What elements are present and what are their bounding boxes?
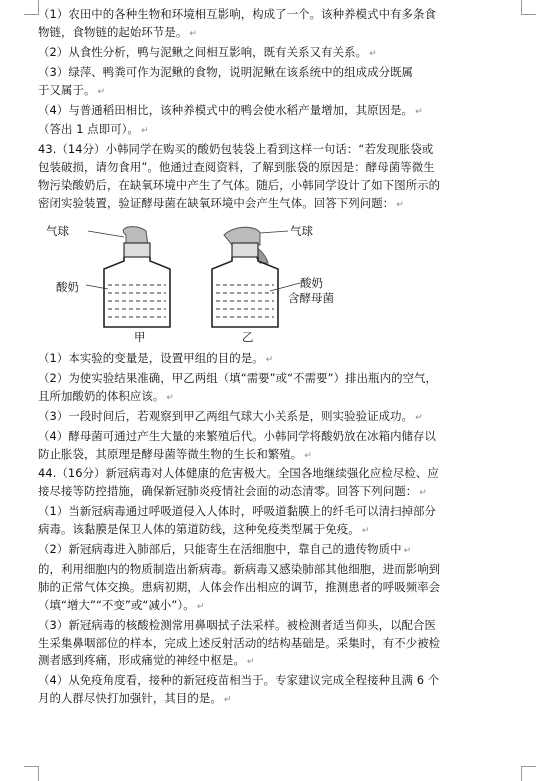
crop-mark-bottom-right xyxy=(521,766,536,781)
q43-part2-line1: （2）为使实验结果准确，甲乙两组（填“需要”或“不需要”）排出瓶内的空气， xyxy=(38,370,438,385)
q44-stem-line1: 44.（16分）新冠病毒对人体健康的危害极大。全国各地继续强化应检尽检、应 xyxy=(38,466,439,481)
q44-part2-line1: （2）新冠病毒进入肺部后，只能寄生在活细胞中，靠自己的遗传物质中 ↵ xyxy=(38,542,412,557)
q44-part4-line1: （4）从免疫角度看，接种的新冠疫苗相当于。专家建议完成全程接种且满 6 个 xyxy=(38,673,440,688)
q44-part4-line2: 月的人群尽快打加强针，其目的是。 ↵ xyxy=(38,691,232,706)
flask-yi xyxy=(212,227,300,327)
yogurt-label-right: 酸奶 xyxy=(300,275,323,290)
q44-part3-line3: 测者感到疼痛，形成痛觉的神经中枢是。 ↵ xyxy=(38,653,255,668)
q43-stem-line1: 43.（14分）小韩同学在购买的酸奶包装袋上看到这样一句话：“若发现胀袋或 xyxy=(38,142,434,157)
flask-jia xyxy=(86,227,170,327)
yogurt-label-left: 酸奶 xyxy=(56,279,79,294)
crop-mark-top-right xyxy=(521,0,536,15)
q44-part1-line1: （1）当新冠病毒通过呼吸道侵入人体时，呼吸道黏膜上的纤毛可以清扫掉部分 xyxy=(38,504,437,519)
caption-yi: 乙 xyxy=(242,329,254,344)
q43-stem-line2: 包装破损，请勿食用”。他通过查阅资料，了解到胀袋的原因是：酵母菌等微生 xyxy=(38,160,435,175)
yeast-label-right: 含酵母菌 xyxy=(288,290,334,305)
q44-part3-line1: （3）新冠病毒的核酸检测常用鼻咽拭子法采样。被检测者适当仰头，以配合医 xyxy=(38,617,437,632)
q42-part3-line2: 于又属于。 ↵ xyxy=(38,82,106,97)
q42-part1-line2: 物链，食物链的起始环节是。 ↵ xyxy=(38,24,198,39)
q43-stem-line4: 密闭实验装置，验证酵母菌在缺氧环境中会产生气体。回答下列问题： ↵ xyxy=(38,196,404,211)
balloon-label-left: 气球 xyxy=(46,223,69,238)
balloon-label-right: 气球 xyxy=(290,223,313,238)
q44-stem-line2: 接尽接等防控措施，确保新冠肺炎疫情社会面的动态清零。回答下列问题： ↵ xyxy=(38,484,427,499)
q44-part2-line4: （填“增大”“不变”或“减小”）。 ↵ xyxy=(38,597,205,612)
q42-part4-line1: （4）与普通稻田相比，该种养模式中的鸭会使水稻产量增加，其原因是。 ↵ xyxy=(38,102,423,117)
q42-part1-line1: （1）农田中的各种生物和环境相互影响，构成了一个。该种养模式中有多条食 xyxy=(38,7,437,21)
q44-part2-line3: 肺的正常气体交换。患病初期，人体会作出相应的调节，推测患者的呼吸频率会 xyxy=(38,579,441,594)
q43-part4-line2: 防止胀袋，其原理是酵母菌等微生物的生长和繁殖。 ↵ xyxy=(38,446,312,461)
experiment-figure xyxy=(38,221,522,346)
q43-part4-line1: （4）酵母菌可通过产生大量的来繁殖后代。小韩同学将酸奶放在冰箱内储存以 xyxy=(38,428,437,443)
caption-jia: 甲 xyxy=(134,329,146,344)
q44-part2-line2: 的，利用细胞内的物质制造出新病毒。新病毒又感染肺部其他细胞，进而影响到 xyxy=(38,561,441,576)
q42-part3-line1: （3）绿萍、鸭粪可作为泥鳅的食物，说明泥鳅在该系统中的组成成分既属 xyxy=(38,64,414,79)
q44-part1-line2: 病毒。该黏膜是保卫人体的第道防线，这种免疫类型属于免疫。 ↵ xyxy=(38,522,370,537)
q42-part2: （2）从食性分析，鸭与泥鳅之间相互影响，既有关系又有关系。 ↵ xyxy=(38,44,377,59)
document-page xyxy=(38,6,522,710)
q43-part2-line2: 且所加酸奶的体积应该。 ↵ xyxy=(38,388,175,403)
q42-part4-line2: （答出 1 点即可）。 ↵ xyxy=(38,122,149,137)
q44-part3-line2: 生采集鼻咽部位的样本，完成上述反射活动的结构基础是。采集时，有不少被检 xyxy=(38,635,441,650)
crop-mark-top-left xyxy=(24,0,39,15)
q43-stem-line3: 物污染酸奶后，在缺氧环境中产生了气体。随后，小韩同学设计了如下图所示的 xyxy=(38,178,441,193)
q43-part3: （3）一段时间后，若观察到甲乙两组气球大小关系是，则实验验证成功。 ↵ xyxy=(38,408,423,423)
crop-mark-bottom-left xyxy=(24,766,39,781)
q43-part1: （1）本实验的变量是，设置甲组的目的是。 ↵ xyxy=(38,350,274,365)
